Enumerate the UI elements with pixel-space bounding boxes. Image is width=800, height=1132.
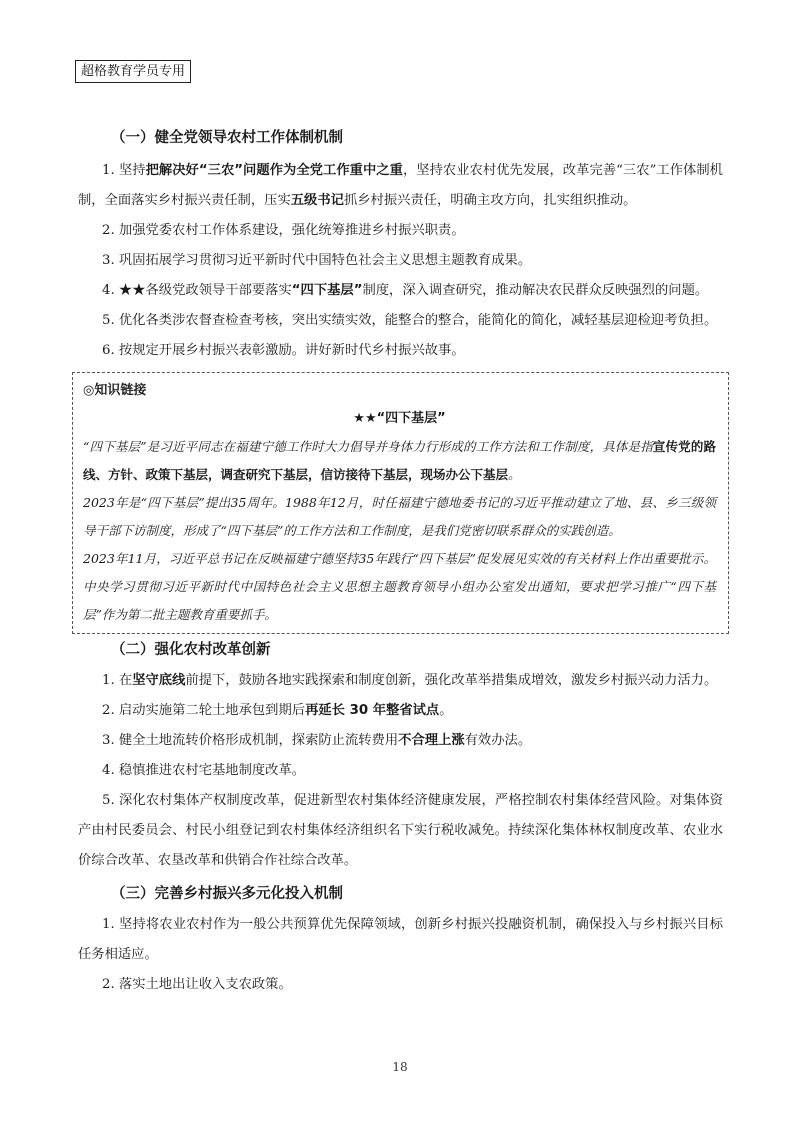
section-2-para-1: 1. 在坚守底线前提下，鼓励各地实践探索和制度创新，强化改革举措集成增效，激发乡村振兴动力活力。 — [102, 673, 718, 688]
page-number: 18 — [392, 1060, 408, 1074]
document-body — [78, 128, 723, 1000]
section-2-para-3: 3. 健全土地流转价格形成机制，探索防止流转费用不合理上涨有效办法。 — [102, 733, 532, 748]
knowledge-link-label: ◎知识链接 — [83, 383, 147, 398]
knowledge-para-2: 2023年是“四下基层”提出35周年。1988年12月，时任福建宁德地委书记的习近平推动建立了地、县、乡三级领导干部下访制度，形成了“四下基层”的工作方法和工作制度，是我们党密切联系群众的实践创造。 — [83, 495, 716, 538]
section-1-para-3: 3. 巩固拓展学习贯彻习近平新时代中国特色社会主义思想主题教育成果。 — [102, 253, 532, 268]
knowledge-para-1: “四下基层”是习近平同志在福建宁德工作时大力倡导并身体力行形成的工作方法和工作制度，具体是指宣传党的路线、方针、政策下基层，调查研究下基层，信访接待下基层，现场办公下基层。 — [83, 439, 716, 482]
section-1-para-2: 2. 加强党委农村工作体系建设，强化统筹推进乡村振兴职责。 — [102, 223, 465, 238]
section-2-para-2: 2. 启动实施第二轮土地承包到期后再延长 30 年整省试点。 — [102, 703, 453, 718]
section-3-para-2: 2. 落实土地出让收入支农政策。 — [102, 977, 292, 992]
section-2-para-5: 5. 深化农村集体产权制度改革，促进新型农村集体经济健康发展，严格控制农村集体经营风险。对集体资产由村民委员会、村民小组登记到农村集体经济组织名下实行税收减免。持续深化集体林权制度改革、农业水价综合改革、农垦改革和供销合作社综合改革。 — [78, 793, 723, 868]
section-2-heading: （二）强化农村改革创新 — [111, 642, 271, 658]
knowledge-link-title: ★★“四下基层” — [353, 411, 446, 426]
section-1-para-4: 4. ★★各级党政领导干部要落实“四下基层”制度，深入调查研究，推动解决农民群众反映强烈的问题。 — [102, 283, 709, 298]
section-1-para-6: 6. 按规定开展乡村振兴表彰激励。讲好新时代乡村振兴故事。 — [102, 343, 465, 358]
knowledge-para-3: 2023年11月，习近平总书记在反映福建宁德坚持35年践行“四下基层”促发展见实效的有关材料上作出重要批示。中央学习贯彻习近平新时代中国特色社会主义思想主题教育领导小组办公室发出通知，要求把学习推广“四下基层”作为第二批主题教育重要抓手。 — [83, 551, 716, 622]
section-2-para-4: 4. 稳慎推进农村宅基地制度改革。 — [102, 763, 306, 778]
section-1-heading: （一）健全党领导农村工作体制机制 — [111, 130, 343, 146]
knowledge-link-box — [72, 372, 729, 634]
section-1-para-5: 5. 优化各类涉农督查检查考核，突出实绩实效，能整合的整合，能简化的简化，减轻基层迎检迎考负担。 — [102, 313, 718, 328]
section-1-para-1: 1. 坚持把解决好“三农”问题作为全党工作重中之重，坚持农业农村优先发展，改革完善“三农”工作体制机制，全面落实乡村振兴责任制，压实五级书记抓乡村振兴责任，明确主攻方向，扎实组织推动。 — [78, 163, 723, 208]
section-3-para-1: 1. 坚持将农业农村作为一般公共预算优先保障领域，创新乡村振兴投融资机制，确保投入与乡村振兴目标任务相适应。 — [78, 917, 723, 962]
watermark-label: 超格教育学员专用 — [75, 60, 191, 83]
section-3-heading: （三）完善乡村振兴多元化投入机制 — [111, 886, 343, 902]
